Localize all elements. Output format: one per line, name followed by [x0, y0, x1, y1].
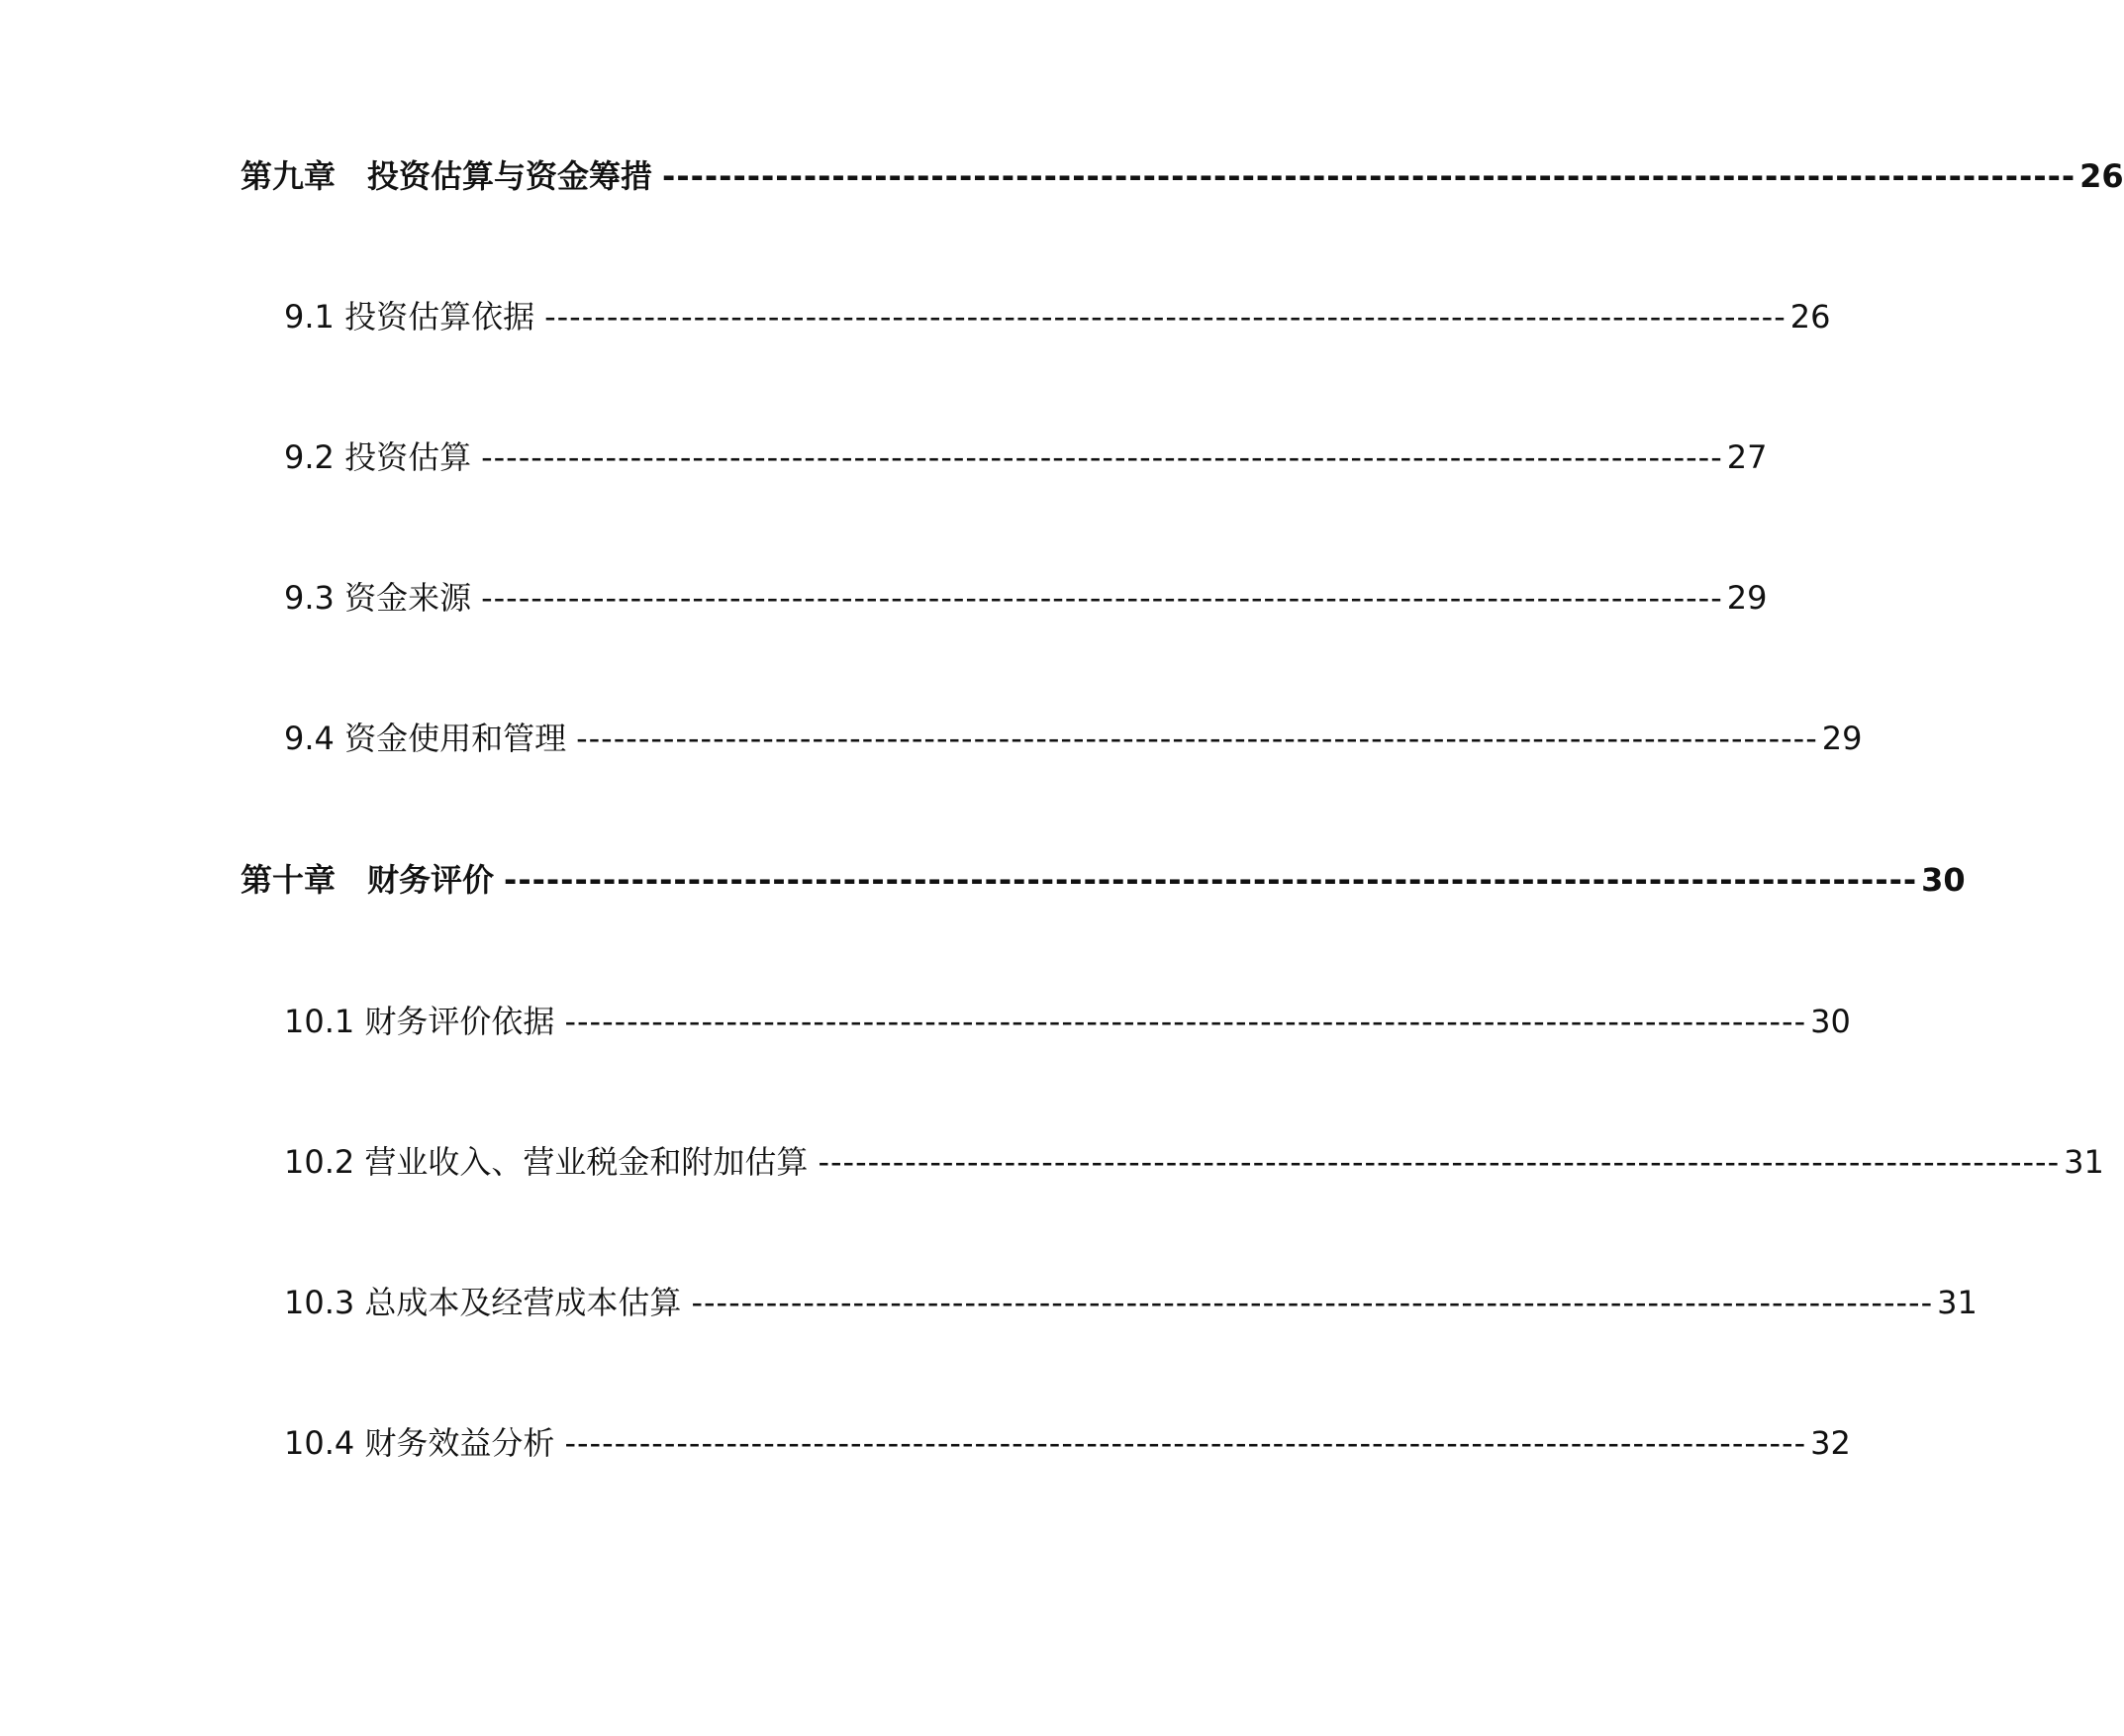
- dot-leader: ----------------------------------------------------------------------------------------------------: [691, 1284, 1934, 1321]
- toc-entry-chapter-9[interactable]: [241, 157, 2124, 195]
- toc-entry-label: 10.1 财务评价依据: [284, 1003, 555, 1040]
- toc-page-number: 30: [1810, 1003, 1851, 1040]
- toc-page-number: 27: [1726, 438, 1768, 476]
- dot-leader: ----------------------------------------------------------------------------------------------------: [576, 720, 1818, 757]
- toc-page-number: 26: [1789, 298, 1831, 336]
- dot-leader: ----------------------------------------------------------------------------------------------------: [481, 438, 1723, 476]
- dot-leader: ----------------------------------------------------------------------------------------------------: [504, 861, 1918, 899]
- toc-entry-10-1[interactable]: [284, 1003, 1851, 1040]
- dot-leader: ----------------------------------------------------------------------------------------------------: [564, 1424, 1807, 1462]
- dot-leader: ----------------------------------------------------------------------------------------------------: [662, 157, 2076, 195]
- toc-page-number: 31: [1937, 1284, 1978, 1321]
- toc-entry-9-4[interactable]: [284, 720, 1863, 757]
- toc-page-number: 32: [1810, 1424, 1851, 1462]
- toc-entry-9-2[interactable]: [284, 438, 1768, 476]
- toc-entry-chapter-10[interactable]: [241, 861, 1966, 899]
- toc-entry-9-1[interactable]: [284, 298, 1831, 336]
- dot-leader: ----------------------------------------------------------------------------------------------------: [818, 1143, 2061, 1181]
- toc-entry-label: 10.3 总成本及经营成本估算: [284, 1284, 682, 1321]
- toc-page-number: 30: [1921, 861, 1966, 899]
- toc-entry-label: 10.4 财务效益分析: [284, 1424, 555, 1462]
- dot-leader: ----------------------------------------------------------------------------------------------------: [564, 1003, 1807, 1040]
- toc-entry-10-3[interactable]: [284, 1284, 1978, 1321]
- toc-page-number: 29: [1726, 579, 1768, 617]
- toc-entry-label: 第十章 财务评价: [241, 861, 495, 899]
- toc-entry-10-2[interactable]: [284, 1143, 2104, 1181]
- toc-entry-label: 9.1 投资估算依据: [284, 298, 535, 336]
- toc-entry-label: 9.3 资金来源: [284, 579, 472, 617]
- toc-page-number: 29: [1821, 720, 1863, 757]
- toc-entry-9-3[interactable]: [284, 579, 1768, 617]
- toc-entry-label: 9.2 投资估算: [284, 438, 472, 476]
- dot-leader: ----------------------------------------------------------------------------------------------------: [544, 298, 1786, 336]
- toc-page-number: 31: [2064, 1143, 2104, 1181]
- toc-entry-label: 10.2 营业收入、营业税金和附加估算: [284, 1143, 809, 1181]
- dot-leader: ----------------------------------------------------------------------------------------------------: [481, 579, 1723, 617]
- toc-entry-label: 第九章 投资估算与资金筹措: [241, 157, 653, 195]
- toc-entry-10-4[interactable]: [284, 1424, 1851, 1462]
- toc-page-number: 26: [2079, 157, 2124, 195]
- toc-entry-label: 9.4 资金使用和管理: [284, 720, 567, 757]
